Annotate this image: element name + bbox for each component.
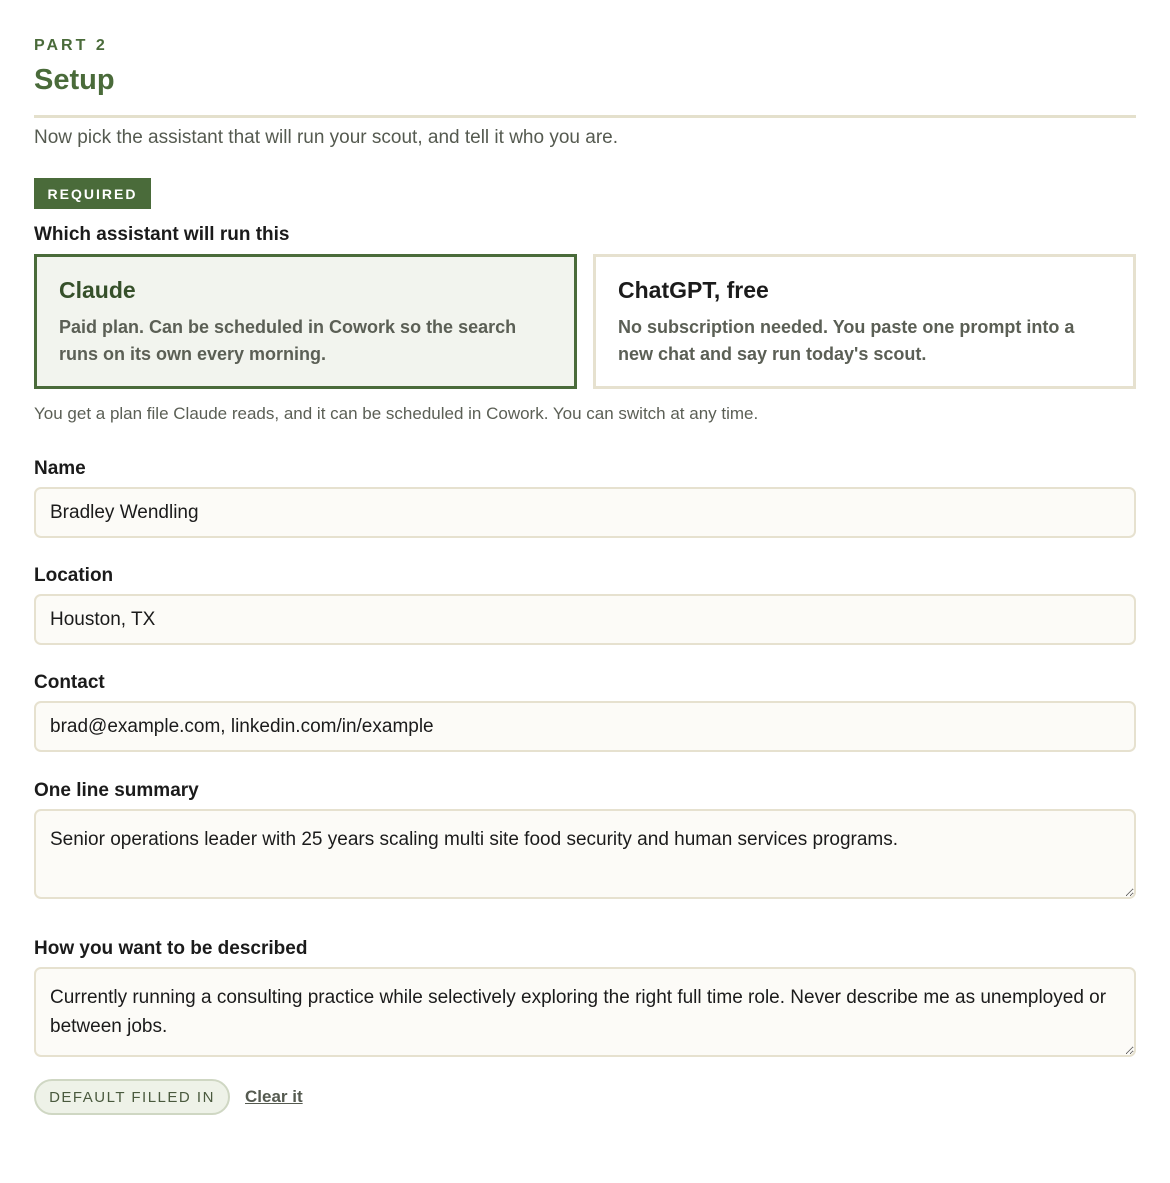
page-title: Setup xyxy=(34,64,115,96)
assistant-option-chatgpt[interactable] xyxy=(593,254,1136,389)
default-filled-badge: DEFAULT FILLED IN xyxy=(34,1079,230,1115)
assistant-option-title: ChatGPT, free xyxy=(618,277,769,303)
summary-textarea[interactable] xyxy=(34,809,1136,899)
assistant-option-description: No subscription needed. You paste one prompt into a new chat and say run today's scout. xyxy=(618,317,1075,364)
assistant-option-description: Paid plan. Can be scheduled in Cowork so the search runs on its own every morning. xyxy=(59,317,517,364)
location-label: Location xyxy=(34,565,114,586)
assistant-option-title: Claude xyxy=(59,277,136,303)
summary-label: One line summary xyxy=(34,780,199,801)
location-input[interactable] xyxy=(34,594,1136,645)
title-divider xyxy=(34,115,1136,118)
contact-label: Contact xyxy=(34,672,105,693)
assistant-hint: You get a plan file Claude reads, and it can be scheduled in Cowork. You can switch at any time. xyxy=(34,404,759,423)
section-eyebrow: PART 2 xyxy=(34,37,108,54)
assistant-option-claude[interactable] xyxy=(34,254,577,389)
description-textarea[interactable] xyxy=(34,967,1136,1057)
clear-it-link[interactable]: Clear it xyxy=(245,1087,303,1106)
required-badge: REQUIRED xyxy=(34,178,151,209)
contact-input[interactable] xyxy=(34,701,1136,752)
description-label: How you want to be described xyxy=(34,938,308,959)
name-label: Name xyxy=(34,458,86,479)
section-intro: Now pick the assistant that will run your scout, and tell it who you are. xyxy=(34,127,618,148)
assistant-label: Which assistant will run this xyxy=(34,224,290,245)
name-input[interactable] xyxy=(34,487,1136,538)
